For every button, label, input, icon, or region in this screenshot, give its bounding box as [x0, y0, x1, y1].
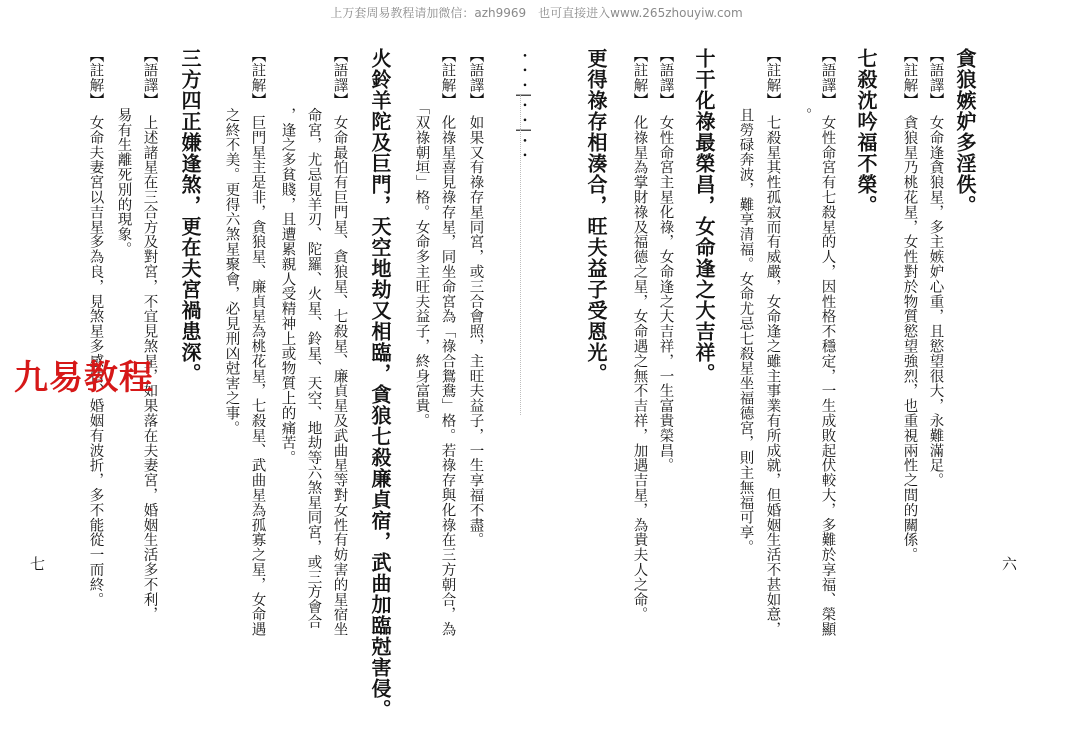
- top-banner: 上万套周易教程请加微信：azh9969 也可直接进入www.265zhouyiw.com: [330, 6, 743, 20]
- annotation-column: 【註解】 女命夫妻宮以吉星多為良，見煞星多感情、婚姻有波折，多不能從一而終。: [87, 48, 104, 607]
- watermark-logo: 九易教程: [14, 358, 154, 398]
- verse-heading: 七殺沈吟福不榮。: [854, 48, 878, 216]
- annotation-column: 【註解】 貪狼星乃桃花星，女性對於物質慾望強烈，也重視兩性之間的關係。: [901, 48, 918, 563]
- annotation-column: 【註解】 化祿星為掌財祿及福德之星，女命遇之無不吉祥，加遇吉星，為貴夫人之命。: [631, 48, 648, 622]
- annotation-column: 【語譯】 如果又有祿存星同宮，或三合會照，主旺夫益子，一生享福不盡。: [467, 48, 484, 548]
- page-number-left: 七: [30, 555, 46, 573]
- annotation-column: 「双祿朝垣」格。女命多主旺夫益子，終身富貴。: [413, 48, 430, 429]
- verse-heading: 火鈴羊陀及巨門，天空地劫又相臨，貪狼七殺廉貞宿，武曲加臨尅害侵。: [368, 48, 392, 720]
- annotation-column: 【語譯】 女命最怕有巨門星、貪狼星、七殺星、廉貞星及武曲星等對女性有妨害的星宿坐: [331, 48, 348, 637]
- verse-heading: 貪狼嫉妒多淫佚。: [953, 48, 977, 216]
- verse-heading: 十干化祿最榮昌，女命逢之大吉祥。: [692, 48, 716, 384]
- annotation-column: 【註解】 化祿星喜見祿存星，同坐命宮為「祿合鴛鴦」格。若祿存與化祿在三方朝合，為: [439, 48, 456, 637]
- verse-heading: 更得祿存相湊合，旺夫益子受恩光。: [584, 48, 608, 384]
- annotation-column: 【註解】 七殺星其性孤寂而有威嚴，女命逢之雖主事業有所成就，但婚姻生活不甚如意，: [764, 48, 781, 637]
- annotation-column: 。: [795, 48, 812, 123]
- annotation-column: ・・・|・・|・・: [515, 48, 532, 163]
- annotation-column: 之終不美。更得六煞星聚會，必見刑凶尅害之事。: [223, 48, 240, 436]
- verse-heading: 三方四正嫌逢煞，更在夫宮禍患深。: [178, 48, 202, 384]
- annotation-column: ，逢之多貧賤，且遭累親人受精神上或物質上的痛苦。: [279, 48, 296, 466]
- annotation-column: 【註解】 巨門星主是非，貪狼星、廉貞星為桃花星，七殺星、武曲星為孤寡之星，女命遇: [249, 48, 266, 637]
- annotation-column: 【語譯】 上述諸星在三合方及對宮，不宜見煞星，如果落在夫妻宮，婚姻生活多不利，: [141, 48, 158, 622]
- annotation-column: 【語譯】 女性命宮有七殺星的人，因性格不穩定，一生成敗起伏較大，多難於享福、榮顯: [819, 48, 836, 637]
- center-divider: [520, 95, 522, 415]
- annotation-column: 且勞碌奔波，難享清福。女命尤忌七殺星坐福德宮，則主無福可享。: [737, 48, 754, 555]
- annotation-column: 【語譯】 女命逢貪狼星，多主嫉妒心重，且慾望很大，永難滿足。: [927, 48, 944, 488]
- annotation-column: 易有生離死別的現象。: [115, 48, 132, 257]
- annotation-column: 命宮，尤忌見羊刃、陀羅、火星、鈴星、天空、地劫等六煞星同宮，或三方會合: [305, 48, 322, 630]
- page-number-right: 六: [1002, 555, 1018, 573]
- annotation-column: 【語譯】 女性命宮主星化祿，女命逢之大吉祥，一生富貴榮昌。: [657, 48, 674, 473]
